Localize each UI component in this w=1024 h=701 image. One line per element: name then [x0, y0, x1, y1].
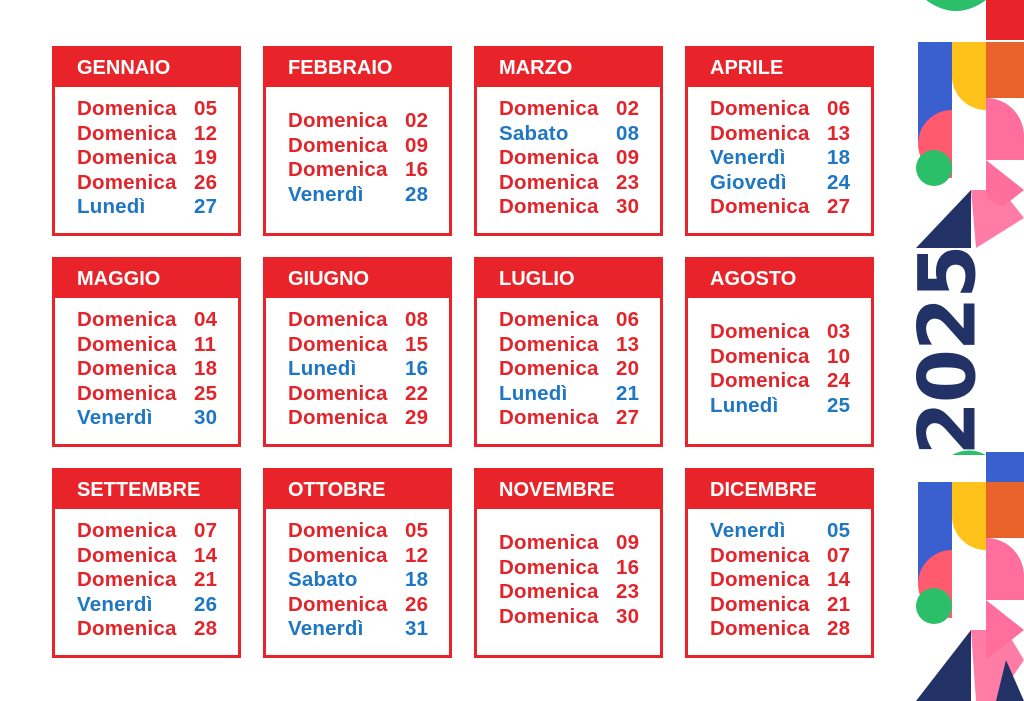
date-row	[288, 183, 449, 208]
month-card	[263, 257, 452, 447]
date-row	[77, 146, 238, 171]
month-name: GENNAIO	[55, 49, 238, 87]
month-entries	[266, 87, 449, 233]
weekday-label: Lunedì	[710, 393, 779, 417]
date-number: 16	[405, 158, 429, 182]
date-number: 26	[194, 170, 218, 194]
date-row	[499, 580, 660, 605]
date-row	[77, 543, 238, 568]
date-row	[499, 146, 660, 171]
weekday-label: Domenica	[77, 568, 177, 591]
date-number: 18	[405, 568, 429, 591]
date-number: 08	[405, 308, 429, 331]
weekday-label: Venerdì	[77, 592, 153, 616]
date-row	[710, 369, 871, 394]
month-name: LUGLIO	[477, 260, 660, 298]
date-row	[710, 519, 871, 544]
year-title: 2025	[904, 246, 994, 456]
date-row	[499, 357, 660, 382]
month-card	[685, 468, 874, 658]
weekday-label: Venerdì	[288, 617, 364, 640]
weekday-label: Domenica	[288, 158, 388, 182]
month-entries	[477, 87, 660, 233]
date-number: 23	[616, 170, 640, 194]
weekday-label: Giovedì	[710, 170, 787, 194]
date-number: 28	[194, 617, 218, 640]
weekday-label: Domenica	[710, 543, 810, 567]
weekday-label: Domenica	[288, 519, 388, 542]
month-card	[685, 257, 874, 447]
weekday-label: Domenica	[710, 121, 810, 145]
date-row	[710, 568, 871, 593]
date-row	[710, 394, 871, 419]
month-entries	[266, 509, 449, 655]
date-number: 08	[616, 121, 640, 145]
date-row	[710, 97, 871, 122]
date-row	[710, 170, 871, 195]
date-row	[288, 109, 449, 134]
date-number: 05	[405, 519, 429, 542]
date-row	[288, 381, 449, 406]
date-number: 13	[616, 332, 640, 356]
date-number: 26	[405, 592, 429, 616]
month-card	[263, 46, 452, 236]
date-row	[499, 605, 660, 630]
weekday-label: Domenica	[77, 519, 177, 542]
weekday-label: Domenica	[77, 146, 177, 169]
weekday-label: Domenica	[499, 555, 599, 579]
date-number: 28	[827, 617, 851, 640]
date-row	[499, 332, 660, 357]
weekday-label: Venerdì	[77, 406, 153, 429]
date-number: 21	[827, 592, 851, 616]
date-number: 14	[194, 543, 218, 567]
weekday-label: Domenica	[499, 580, 599, 604]
date-row	[288, 592, 449, 617]
date-number: 23	[616, 580, 640, 604]
month-name: AGOSTO	[688, 260, 871, 298]
month-name: SETTEMBRE	[55, 471, 238, 509]
month-entries	[477, 509, 660, 655]
date-row	[77, 357, 238, 382]
date-row	[499, 556, 660, 581]
date-row	[77, 519, 238, 544]
date-number: 19	[194, 146, 218, 169]
date-number: 02	[405, 109, 429, 133]
date-number: 13	[827, 121, 851, 145]
date-number: 20	[616, 357, 640, 380]
date-row	[288, 158, 449, 183]
weekday-label: Domenica	[499, 604, 599, 628]
weekday-label: Domenica	[288, 109, 388, 133]
weekday-label: Domenica	[499, 308, 599, 331]
date-row	[710, 345, 871, 370]
weekday-label: Domenica	[499, 406, 599, 429]
weekday-label: Domenica	[77, 617, 177, 640]
date-row	[499, 531, 660, 556]
date-row	[77, 381, 238, 406]
weekday-label: Domenica	[77, 543, 177, 567]
month-card	[685, 46, 874, 236]
date-number: 05	[194, 97, 218, 120]
date-number: 12	[194, 121, 218, 145]
weekday-label: Domenica	[710, 97, 810, 120]
date-number: 09	[405, 133, 429, 157]
date-number: 10	[827, 344, 851, 368]
weekday-label: Lunedì	[499, 381, 568, 405]
month-name: NOVEMBRE	[477, 471, 660, 509]
month-name: GIUGNO	[266, 260, 449, 298]
weekday-label: Domenica	[288, 133, 388, 157]
weekday-label: Domenica	[499, 357, 599, 380]
date-number: 16	[616, 555, 640, 579]
month-card	[52, 468, 241, 658]
weekday-label: Sabato	[288, 568, 358, 591]
weekday-label: Lunedì	[77, 195, 146, 218]
date-row	[288, 568, 449, 593]
date-row	[288, 332, 449, 357]
date-number: 25	[827, 393, 851, 417]
date-row	[499, 308, 660, 333]
weekday-label: Domenica	[499, 531, 599, 555]
month-entries	[688, 509, 871, 655]
date-row	[77, 308, 238, 333]
weekday-label: Domenica	[77, 308, 177, 331]
date-row	[288, 308, 449, 333]
month-name: APRILE	[688, 49, 871, 87]
date-number: 04	[194, 308, 218, 331]
month-card	[474, 257, 663, 447]
date-row	[288, 617, 449, 642]
month-name: FEBBRAIO	[266, 49, 449, 87]
date-number: 27	[616, 406, 640, 429]
date-number: 18	[827, 146, 851, 169]
date-number: 07	[827, 543, 851, 567]
weekday-label: Domenica	[710, 568, 810, 591]
date-number: 15	[405, 332, 429, 356]
month-name: MARZO	[477, 49, 660, 87]
date-number: 14	[827, 568, 851, 591]
date-row	[288, 406, 449, 431]
weekday-label: Sabato	[499, 121, 569, 145]
date-number: 05	[827, 519, 851, 542]
date-row	[499, 97, 660, 122]
date-number: 02	[616, 97, 640, 120]
date-number: 21	[616, 381, 640, 405]
date-row	[499, 170, 660, 195]
date-number: 06	[616, 308, 640, 331]
date-row	[77, 568, 238, 593]
date-number: 30	[616, 195, 640, 218]
weekday-label: Domenica	[499, 97, 599, 120]
date-number: 21	[194, 568, 218, 591]
date-row	[710, 121, 871, 146]
weekday-label: Domenica	[499, 195, 599, 218]
weekday-label: Domenica	[499, 146, 599, 169]
date-number: 03	[827, 320, 851, 344]
date-number: 24	[827, 170, 851, 194]
weekday-label: Domenica	[710, 195, 810, 218]
date-number: 29	[405, 406, 429, 429]
date-number: 12	[405, 543, 429, 567]
weekday-label: Domenica	[710, 617, 810, 640]
date-row	[710, 320, 871, 345]
date-row	[288, 134, 449, 159]
date-number: 11	[194, 332, 217, 356]
month-name: DICEMBRE	[688, 471, 871, 509]
weekday-label: Domenica	[499, 170, 599, 194]
weekday-label: Domenica	[77, 332, 177, 356]
weekday-label: Domenica	[710, 592, 810, 616]
weekday-label: Venerdì	[710, 146, 786, 169]
weekday-label: Domenica	[710, 369, 810, 393]
weekday-label: Venerdì	[288, 182, 364, 206]
weekday-label: Domenica	[77, 357, 177, 380]
date-row	[288, 357, 449, 382]
month-name: OTTOBRE	[266, 471, 449, 509]
date-number: 16	[405, 357, 429, 380]
weekday-label: Domenica	[499, 332, 599, 356]
date-row	[499, 406, 660, 431]
month-name: MAGGIO	[55, 260, 238, 298]
date-number: 27	[194, 195, 218, 218]
date-row	[288, 519, 449, 544]
month-card	[263, 468, 452, 658]
weekday-label: Domenica	[77, 170, 177, 194]
date-number: 30	[194, 406, 218, 429]
date-number: 22	[405, 381, 429, 405]
date-number: 25	[194, 381, 218, 405]
date-number: 28	[405, 182, 429, 206]
date-row	[77, 97, 238, 122]
weekday-label: Domenica	[710, 320, 810, 344]
month-entries	[55, 298, 238, 444]
date-row	[710, 146, 871, 171]
weekday-label: Domenica	[288, 381, 388, 405]
date-row	[77, 121, 238, 146]
calendar-grid	[52, 46, 874, 658]
weekday-label: Domenica	[288, 308, 388, 331]
date-row	[710, 617, 871, 642]
weekday-label: Domenica	[77, 121, 177, 145]
weekday-label: Domenica	[288, 406, 388, 429]
date-number: 18	[194, 357, 218, 380]
month-entries	[55, 509, 238, 655]
date-number: 26	[194, 592, 218, 616]
date-row	[77, 332, 238, 357]
weekday-label: Domenica	[288, 543, 388, 567]
month-card	[474, 46, 663, 236]
month-card	[474, 468, 663, 658]
date-row	[710, 195, 871, 220]
year-title-wrapper	[904, 246, 994, 456]
date-number: 09	[616, 531, 640, 555]
date-number: 07	[194, 519, 218, 542]
weekday-label: Domenica	[288, 592, 388, 616]
date-row	[77, 195, 238, 220]
weekday-label: Venerdì	[710, 519, 786, 542]
date-row	[499, 381, 660, 406]
month-entries	[266, 298, 449, 444]
date-number: 31	[405, 617, 429, 640]
weekday-label: Domenica	[77, 97, 177, 120]
date-number: 24	[827, 369, 851, 393]
date-row	[288, 543, 449, 568]
date-number: 30	[616, 604, 640, 628]
month-entries	[477, 298, 660, 444]
date-row	[710, 543, 871, 568]
date-row	[499, 195, 660, 220]
date-number: 09	[616, 146, 640, 169]
date-number: 06	[827, 97, 851, 120]
month-entries	[55, 87, 238, 233]
date-row	[710, 592, 871, 617]
date-row	[77, 406, 238, 431]
month-entries	[688, 298, 871, 444]
weekday-label: Domenica	[710, 344, 810, 368]
date-number: 27	[827, 195, 851, 218]
date-row	[77, 592, 238, 617]
weekday-label: Domenica	[288, 332, 388, 356]
date-row	[77, 170, 238, 195]
date-row	[77, 617, 238, 642]
date-row	[499, 121, 660, 146]
month-card	[52, 46, 241, 236]
month-entries	[688, 87, 871, 233]
month-card	[52, 257, 241, 447]
weekday-label: Lunedì	[288, 357, 357, 380]
weekday-label: Domenica	[77, 381, 177, 405]
